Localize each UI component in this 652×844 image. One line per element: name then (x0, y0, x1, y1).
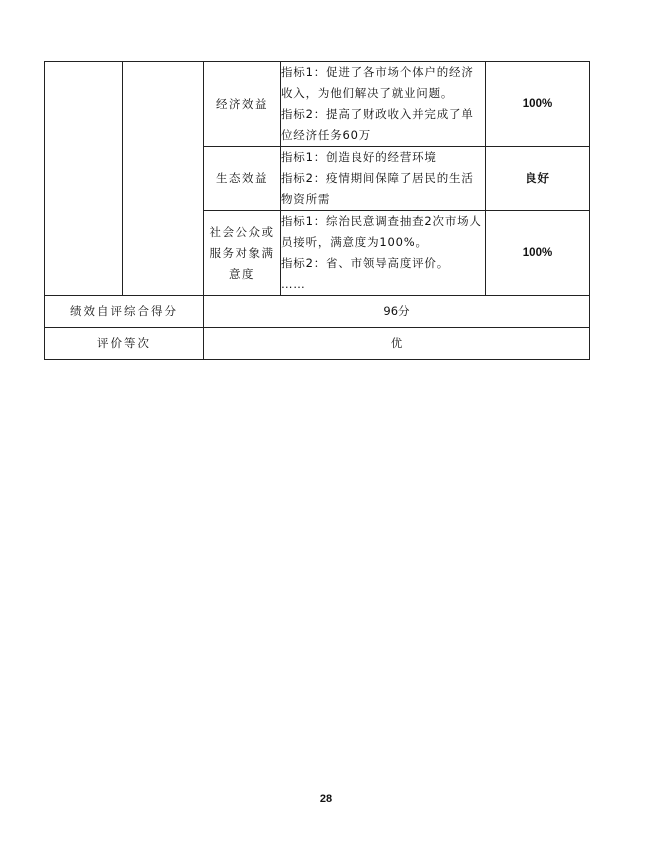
category-line: 服务对象满 (209, 245, 275, 260)
indicator-line: 位经济任务60万 (281, 128, 372, 142)
indicator-description (281, 62, 486, 147)
indicator-line: 收入，为他们解决了就业问题。 (281, 86, 454, 100)
empty-cell (123, 62, 204, 296)
indicator-line: 员接听，满意度为100%。 (281, 235, 428, 249)
indicator-line: 指标1：综治民意调查抽查2次市场人 (281, 214, 482, 228)
indicator-value: 100% (486, 211, 590, 296)
indicator-value: 良好 (486, 147, 590, 211)
indicator-value: 100% (486, 62, 590, 147)
indicator-line: 指标2：疫情期间保障了居民的生活 (281, 171, 474, 185)
page-number: 28 (319, 793, 333, 805)
category-cell: 经济效益 (204, 62, 281, 147)
indicator-line: 指标2：提高了财政收入并完成了单 (281, 107, 474, 121)
indicator-description (281, 147, 486, 211)
indicator-description (281, 211, 486, 296)
indicator-line: 指标2：省、市领导高度评价。 (281, 256, 450, 270)
grade-label: 评价等次 (45, 328, 204, 360)
grade-row (45, 328, 590, 360)
score-label: 绩效自评综合得分 (45, 296, 204, 328)
category-line: 社会公众或 (209, 224, 275, 239)
performance-evaluation-table (44, 61, 590, 360)
indicator-line: 物资所需 (281, 192, 331, 206)
table-row (45, 62, 590, 147)
indicator-line: …… (281, 277, 306, 291)
category-line: 意度 (229, 266, 255, 281)
category-cell (204, 211, 281, 296)
score-row (45, 296, 590, 328)
empty-cell (45, 62, 123, 296)
grade-value: 优 (204, 328, 590, 360)
category-cell: 生态效益 (204, 147, 281, 211)
indicator-line: 指标1：创造良好的经营环境 (281, 150, 437, 164)
indicator-line: 指标1：促进了各市场个体户的经济 (281, 65, 474, 79)
score-value: 96分 (204, 296, 590, 328)
